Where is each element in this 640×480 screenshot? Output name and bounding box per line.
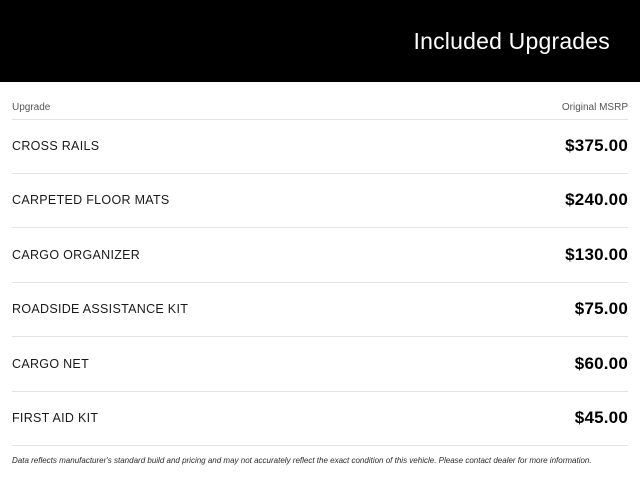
upgrade-price: $45.00 bbox=[574, 408, 628, 428]
upgrade-price: $240.00 bbox=[565, 190, 628, 210]
upgrade-price: $375.00 bbox=[565, 136, 628, 156]
page-title: Included Upgrades bbox=[413, 27, 610, 54]
table-row bbox=[12, 174, 628, 229]
table-column-headers bbox=[12, 82, 628, 119]
upgrade-price: $60.00 bbox=[574, 353, 628, 373]
upgrade-name: CARGO NET bbox=[12, 356, 90, 371]
column-header-upgrade: Upgrade bbox=[12, 102, 51, 113]
upgrade-name: ROADSIDE ASSISTANCE KIT bbox=[12, 302, 189, 317]
table-row bbox=[12, 228, 628, 283]
page-header bbox=[0, 0, 640, 82]
table-row bbox=[12, 337, 628, 392]
upgrade-price: $75.00 bbox=[574, 299, 628, 319]
table-row bbox=[12, 119, 628, 174]
page-content bbox=[0, 82, 640, 480]
table-row bbox=[12, 392, 628, 447]
upgrade-name: CROSS RAILS bbox=[12, 139, 100, 154]
column-header-msrp: Original MSRP bbox=[561, 102, 628, 113]
upgrade-name: FIRST AID KIT bbox=[12, 411, 99, 426]
disclaimer-text: Data reflects manufacturer's standard build and pricing and may not accurately reflect the exact condition of this vehicle. Please contact dealer for more information. bbox=[12, 456, 592, 465]
table-row bbox=[12, 283, 628, 338]
upgrade-name: CARGO ORGANIZER bbox=[12, 247, 141, 262]
upgrade-price: $130.00 bbox=[565, 244, 628, 264]
upgrades-list bbox=[12, 119, 628, 446]
upgrade-name: CARPETED FLOOR MATS bbox=[12, 193, 170, 208]
